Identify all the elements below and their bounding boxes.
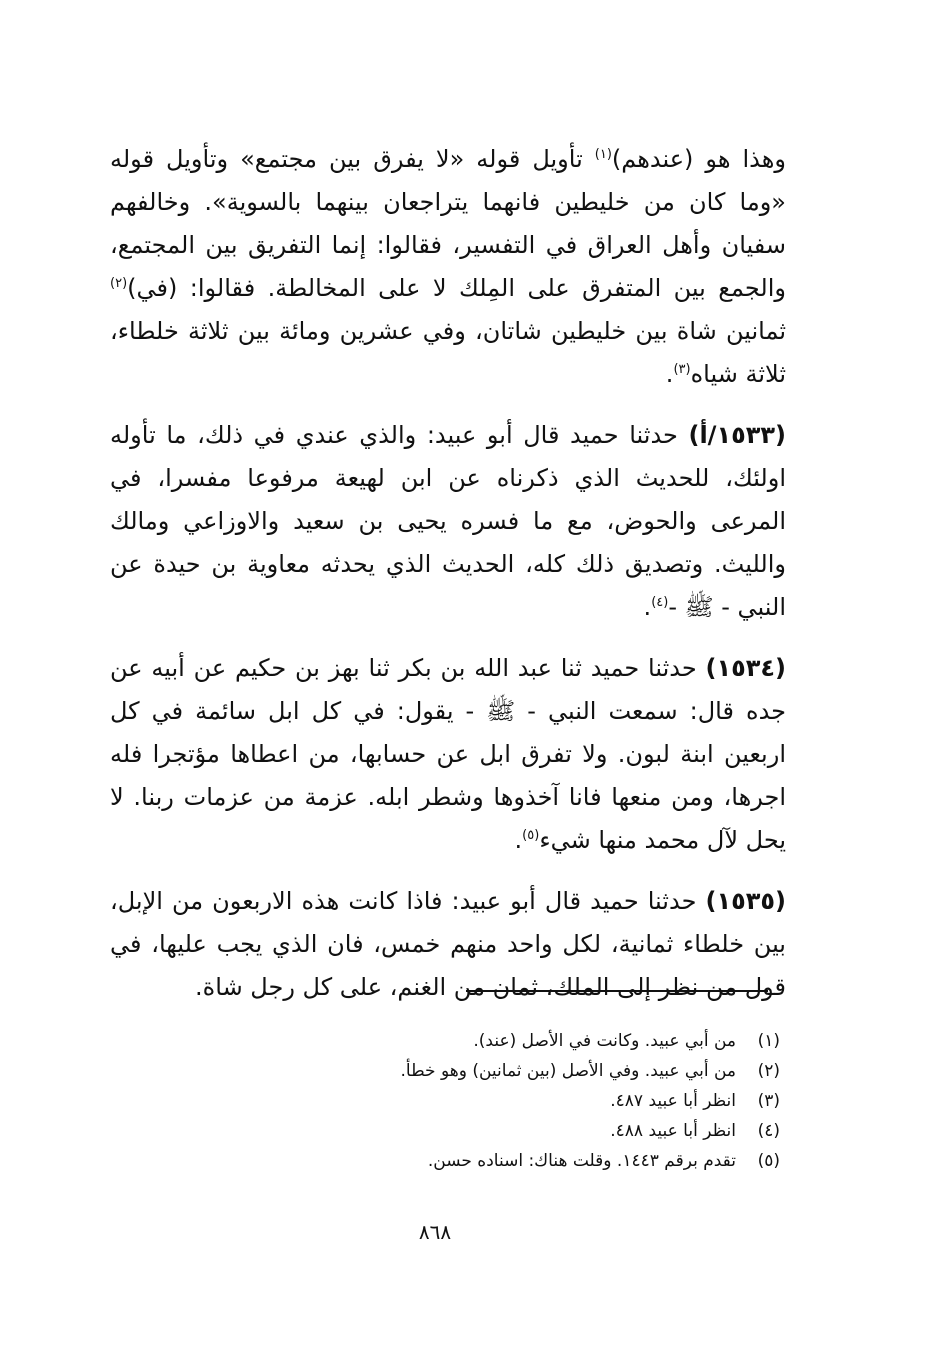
footnote-text: انظر أبا عبيد ٤٨٧. [610,1091,736,1111]
paragraph [110,138,786,396]
footnote-ref: (٣) [673,362,691,377]
footnote [300,1146,780,1176]
footnote-number: (٢) [757,1061,780,1081]
footnote-text: تقدم برقم ١٤٤٣. وقلت هناك: اسناده حسن. [427,1151,736,1171]
paragraph-text: حدثنا حميد قال أبو عبيد: فاذا كانت هذه الاربعون من الإبل، بين خلطاء ثمانية، لكل واحد منهم خمس، فان الذي يجب عليها، في قول من نظر إلى الملك، ثمان من الغنم، على كل رجل شاة. [110,887,786,1001]
footnote-separator [466,990,768,992]
paragraph-text: . [643,593,652,621]
footnote-text: انظر أبا عبيد ٤٨٨. [610,1121,736,1141]
footnote-text: من أبي عبيد. وفي الأصل (بين ثمانين) وهو خطأ. [400,1061,736,1081]
paragraph-text: ثمانين شاة بين خليطين شاتان، وفي عشرين ومائة بين ثلاثة خلطاء، ثلاثة شياه [110,317,786,388]
paragraph-text: حدثنا حميد ثنا عبد الله بن بكر ثنا بهز بن حكيم عن أبيه عن جده قال: سمعت النبي - ﷺ - يقول: في كل ابل سائمة في كل اربعين ابنة لبون. ولا تفرق ابل عن حسابها، من اعطاها مؤتجرا فله اجرها، ومن منعها فانا آخذوها وشطر ابله. عزمة من عزمات ربنا. لا يحل لآل محمد منها شيء [110,654,786,854]
hadith-number: (١٥٣٥) [705,887,786,915]
footnote-ref: (١) [594,147,612,162]
footnote [300,1116,780,1146]
hadith-number: (١٥٣٤) [705,654,786,682]
footnote-number: (٣) [757,1091,780,1111]
footnote-ref: (٢) [110,276,128,291]
footnote [300,1086,780,1116]
footnote [300,1056,780,1086]
main-text [110,138,786,1027]
footnote-ref: (٤) [651,595,669,610]
paragraph [110,414,786,629]
paragraph-text: حدثنا حميد قال أبو عبيد: والذي عندي في ذلك، ما تأوله اولئك، للحديث الذي ذكرناه عن ابن لهيعة مرفوعا مفسرا، في المرعى والحوض، مع ما فسره يحيى بن سعيد والاوزاعي ومالك والليث. وتصديق ذلك كله، الحديث الذي يحدثه معاوية بن حيدة عن النبي - ﷺ - [110,421,786,621]
hadith-number: (١٥٣٣/أ) [688,421,786,449]
footnote-number: (١) [757,1031,780,1051]
paragraph [110,647,786,862]
footnote-ref: (٥) [522,828,540,843]
footnotes [300,1026,780,1176]
footnote [300,1026,780,1056]
paragraph-text: . [514,826,523,854]
footnote-text: من أبي عبيد. وكانت في الأصل (عند). [473,1031,736,1051]
paragraph-text: وهذا هو (عندهم) [611,145,786,173]
paragraph-text: تأويل قوله «لا يفرق بين مجتمع» وتأويل قوله «وما كان من خليطين فانهما يتراجعان بينهما بالسوية». وخالفهم سفيان وأهل العراق في التفسير، فقالوا: إنما التفريق بين المجتمع، والجمع بين المتفرق على المِلك لا على المخالطة. فقالوا: (في) [110,145,786,302]
paragraph-text: . [665,360,674,388]
page-number: ٨٦٨ [418,1220,452,1244]
footnote-number: (٥) [757,1151,780,1171]
footnote-number: (٤) [757,1121,780,1141]
